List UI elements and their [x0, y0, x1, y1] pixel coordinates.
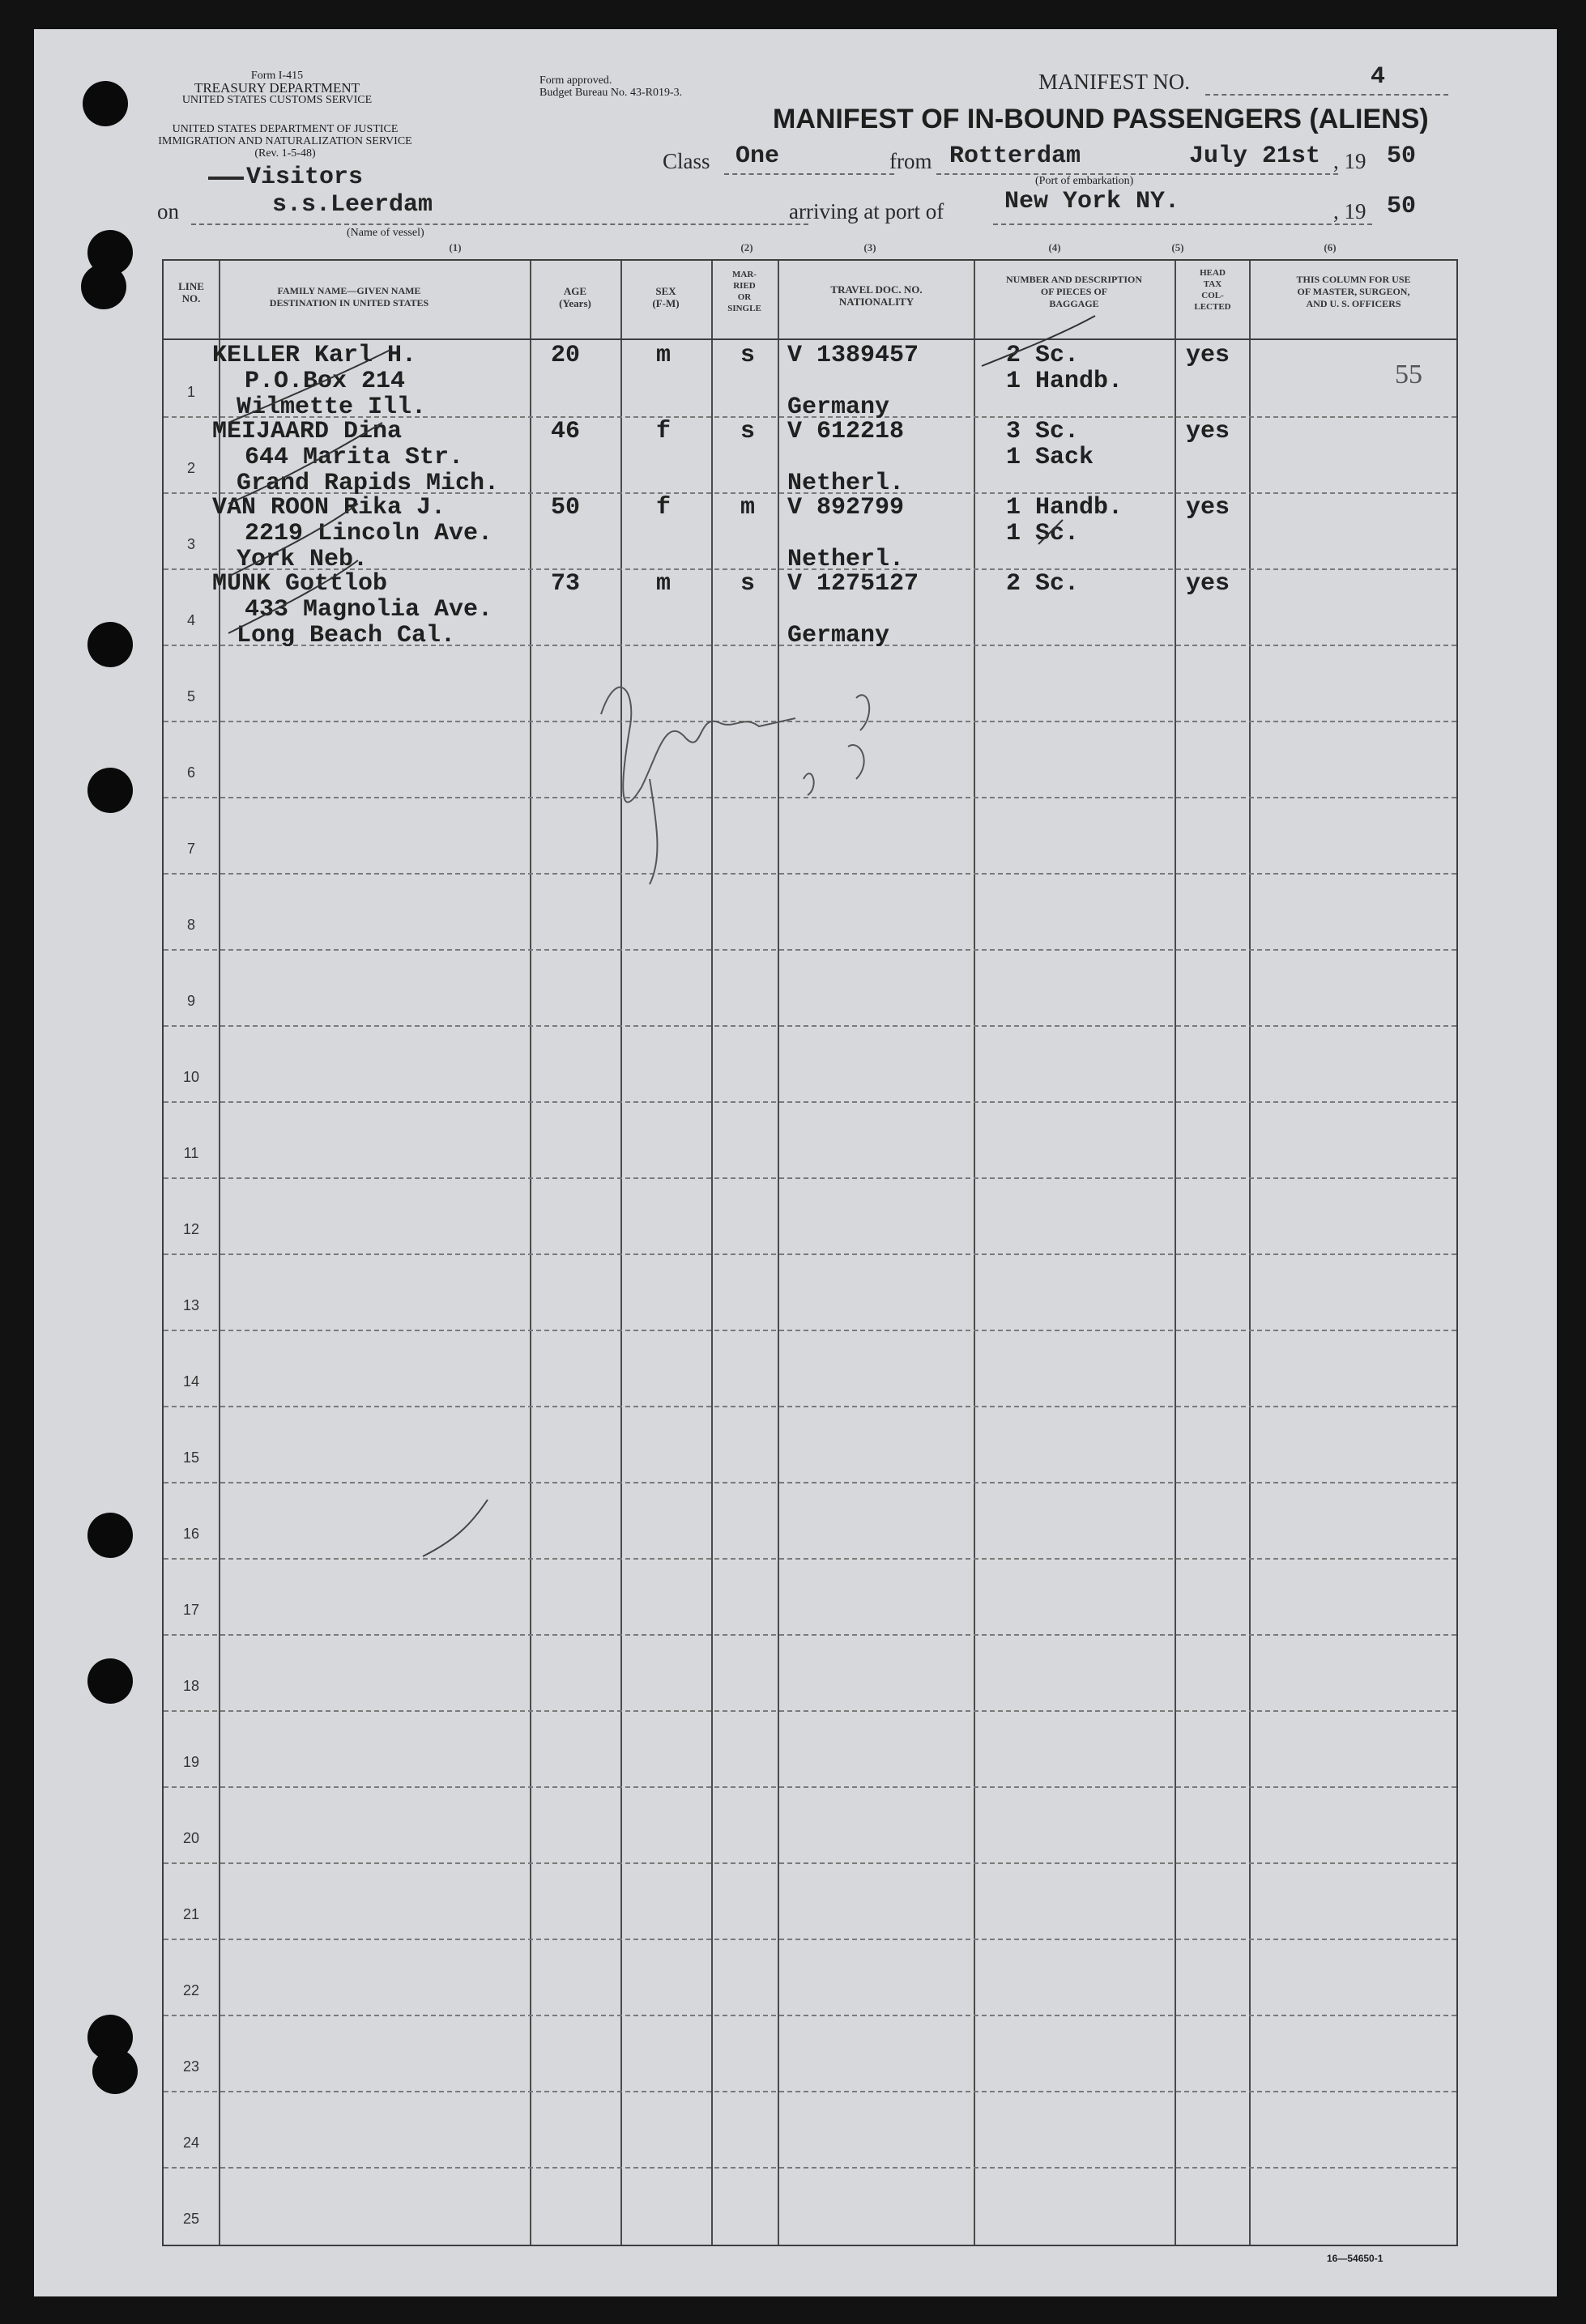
scribble-digits	[804, 695, 869, 795]
department-of-justice: UNITED STATES DEPARTMENT OF JUSTICE	[172, 123, 399, 135]
line-number: 21	[182, 1906, 200, 1922]
passenger-name: VAN ROON Rika J.	[212, 494, 446, 521]
row-separator	[164, 1786, 1456, 1788]
passenger-nationality: Germany	[787, 622, 890, 649]
header-sex: SEX (F-M)	[652, 285, 680, 309]
visitors-note: Visitors	[246, 164, 364, 191]
manifest-sheet	[34, 29, 1557, 2296]
column-number-5: (5)	[1171, 241, 1184, 253]
line-number: 8	[186, 917, 195, 933]
col-divider-baggage	[1175, 261, 1176, 2245]
row-separator	[164, 1101, 1456, 1103]
passenger-travel-doc: V 612218	[787, 418, 905, 445]
punch-hole-5	[87, 768, 133, 813]
line-number: 4	[186, 612, 195, 628]
form-approved: Form approved.	[539, 74, 612, 87]
line-number: 18	[182, 1678, 200, 1694]
passenger-sex: m	[656, 342, 671, 369]
vessel-caption: (Name of vessel)	[347, 227, 424, 239]
vessel-name: s.s.Leerdam	[272, 191, 433, 219]
passenger-nationality: Germany	[787, 394, 890, 421]
passenger-address-line-2: Wilmette Ill.	[237, 394, 427, 421]
line-number: 24	[182, 2135, 200, 2151]
passenger-sex: m	[656, 570, 671, 598]
passenger-head-tax: yes	[1186, 494, 1230, 521]
header-officers: THIS COLUMN FOR USE OF MASTER, SURGEON, AND U. S. OFFICERS	[1296, 274, 1411, 309]
passenger-sex: f	[656, 418, 671, 445]
line-number: 2	[186, 460, 195, 476]
passenger-name: MUNK Gottlob	[212, 570, 388, 598]
header-age: AGE (Years)	[559, 285, 591, 309]
passenger-address-line-1: 433 Magnolia Ave.	[245, 596, 493, 624]
row-separator	[164, 1634, 1456, 1636]
passenger-baggage-1: 3 Sc.	[1006, 418, 1080, 445]
class-value: One	[735, 143, 780, 170]
passenger-head-tax: yes	[1186, 570, 1230, 598]
line-number: 20	[182, 1830, 200, 1846]
header-married: MAR- RIED OR SINGLE	[727, 270, 761, 313]
passenger-baggage-2: 1 Sack	[1006, 444, 1094, 471]
col-divider-doc	[974, 261, 975, 2245]
budget-bureau: Budget Bureau No. 43-R019-3.	[539, 87, 683, 99]
revision-date: (Rev. 1-5-48)	[254, 147, 316, 160]
column-number-6: (6)	[1324, 241, 1337, 253]
line-number: 12	[182, 1221, 200, 1237]
footer-code: 16—54650-1	[1327, 2253, 1383, 2264]
line-number: 13	[182, 1297, 200, 1313]
arriving-line	[993, 223, 1372, 225]
col-divider-sex	[711, 261, 713, 2245]
passenger-travel-doc: V 892799	[787, 494, 905, 521]
arriving-label: arriving at port of	[789, 199, 944, 223]
officer-note: 55	[1395, 360, 1422, 389]
year2-value: 50	[1387, 193, 1417, 220]
line-number: 11	[183, 1145, 199, 1161]
header-bottom-rule	[164, 338, 1456, 340]
on-label: on	[157, 199, 179, 223]
passenger-age: 46	[551, 418, 581, 445]
row-separator	[164, 1330, 1456, 1331]
header-travel-doc: TRAVEL DOC. NO. NATIONALITY	[830, 283, 923, 308]
row-separator	[164, 2167, 1456, 2169]
row-separator	[164, 1406, 1456, 1407]
passenger-address-line-2: Long Beach Cal.	[237, 622, 456, 649]
row-separator	[164, 1939, 1456, 1940]
customs-service: UNITED STATES CUSTOMS SERVICE	[181, 94, 373, 106]
column-number-2: (2)	[740, 241, 753, 253]
passenger-baggage-2: 1 Sc.	[1006, 520, 1080, 547]
passenger-baggage-1: 2 Sc.	[1006, 342, 1080, 369]
punch-hole-7	[87, 1658, 133, 1704]
header-line-no: LINE NO.	[178, 280, 204, 304]
arrival-date: July 21st	[1189, 143, 1321, 170]
passenger-baggage-1: 1 Handb.	[1006, 494, 1123, 521]
manifest-no-line	[1205, 94, 1448, 96]
passenger-travel-doc: V 1389457	[787, 342, 919, 369]
stray-stroke	[423, 1500, 488, 1556]
line-number: 25	[182, 2211, 200, 2227]
line-number: 1	[186, 384, 195, 400]
passenger-address-line-2: Grand Rapids Mich.	[237, 470, 500, 497]
punch-hole-9	[92, 2049, 138, 2094]
row-separator	[164, 2015, 1456, 2016]
row-separator	[164, 1025, 1456, 1027]
line-number: 10	[182, 1069, 200, 1085]
passenger-head-tax: yes	[1186, 418, 1230, 445]
row-separator	[164, 1177, 1456, 1179]
justice-block	[156, 123, 415, 160]
punch-hole-3	[81, 264, 126, 309]
manifest-no-label: MANIFEST NO.	[1038, 70, 1191, 94]
punch-hole-4	[87, 622, 133, 667]
punch-hole-1	[83, 81, 128, 126]
passenger-address-line-2: York Neb.	[237, 546, 369, 573]
line-number: 7	[186, 841, 195, 857]
passenger-nationality: Netherl.	[787, 470, 905, 497]
year-value: 50	[1387, 143, 1417, 170]
header-head-tax: HEAD TAX COL- LECTED	[1194, 268, 1231, 312]
header-baggage: NUMBER AND DESCRIPTION OF PIECES OF BAGGAGE	[1005, 274, 1143, 309]
line-number: 23	[182, 2058, 200, 2075]
port-embarkation-caption: (Port of embarkation)	[1035, 175, 1134, 187]
passenger-marital-status: s	[740, 342, 756, 369]
line-number: 14	[182, 1373, 200, 1390]
row-separator	[164, 2091, 1456, 2092]
passenger-nationality: Netherl.	[787, 546, 905, 573]
line-number: 19	[182, 1754, 200, 1770]
line-number: 6	[186, 764, 195, 781]
line-number: 22	[182, 1982, 200, 1998]
line-number: 16	[182, 1526, 200, 1542]
col-divider-line-no	[219, 261, 220, 2245]
vessel-line	[191, 223, 808, 225]
row-separator	[164, 873, 1456, 875]
row-separator	[164, 1558, 1456, 1560]
passenger-baggage-2: 1 Handb.	[1006, 368, 1123, 395]
manifest-no-value: 4	[1371, 63, 1386, 91]
col-divider-age	[620, 261, 622, 2245]
form-approved-block	[539, 74, 682, 99]
passenger-address-line-1: P.O.Box 214	[245, 368, 406, 395]
passenger-name: KELLER Karl H.	[212, 342, 417, 369]
manifest-title: MANIFEST OF IN-BOUND PASSENGERS (ALIENS)	[773, 104, 1429, 134]
year2-prefix: , 19	[1333, 199, 1366, 223]
column-number-4: (4)	[1048, 241, 1061, 253]
passenger-address-line-1: 2219 Lincoln Ave.	[245, 520, 493, 547]
column-number-3: (3)	[863, 241, 876, 253]
passenger-marital-status: s	[740, 418, 756, 445]
passenger-address-line-1: 644 Marita Str.	[245, 444, 464, 471]
passenger-baggage-1: 2 Sc.	[1006, 570, 1080, 598]
arriving-port: New York NY.	[1004, 188, 1180, 215]
passenger-name: MEIJAARD Dina	[212, 418, 403, 445]
row-separator	[164, 721, 1456, 722]
visitors-arrow	[208, 177, 244, 180]
header-name-destination: FAMILY NAME—GIVEN NAME DESTINATION IN UNITED STATES	[269, 285, 429, 309]
col-divider-name	[530, 261, 531, 2245]
scribble-signature	[601, 687, 795, 884]
row-separator	[164, 1710, 1456, 1712]
line-number: 5	[186, 688, 195, 704]
column-number-1: (1)	[449, 241, 462, 253]
punch-hole-6	[87, 1513, 133, 1558]
col-divider-tax	[1249, 261, 1251, 2245]
col-divider-married	[778, 261, 779, 2245]
passenger-head-tax: yes	[1186, 342, 1230, 369]
passenger-age: 73	[551, 570, 581, 598]
passenger-travel-doc: V 1275127	[787, 570, 919, 598]
class-line	[724, 173, 894, 175]
passenger-marital-status: m	[740, 494, 756, 521]
passenger-sex: f	[656, 494, 671, 521]
line-number: 3	[186, 536, 195, 552]
line-number: 9	[186, 993, 195, 1009]
passenger-table	[162, 259, 1458, 2246]
passenger-age: 50	[551, 494, 581, 521]
passenger-age: 20	[551, 342, 581, 369]
form-number: Form I-415	[250, 70, 304, 82]
row-separator	[164, 1482, 1456, 1483]
from-value: Rotterdam	[949, 143, 1081, 170]
row-separator	[164, 949, 1456, 951]
row-separator	[164, 1862, 1456, 1864]
treasury-department: TREASURY DEPARTMENT	[194, 80, 360, 96]
form-agencies-block	[156, 70, 399, 106]
line-number: 17	[182, 1602, 200, 1618]
row-separator	[164, 797, 1456, 798]
line-number: 15	[182, 1449, 200, 1466]
from-line	[936, 173, 1338, 175]
passenger-marital-status: s	[740, 570, 756, 598]
ins-service: IMMIGRATION AND NATURALIZATION SERVICE	[158, 135, 412, 147]
row-separator	[164, 1254, 1456, 1255]
class-label: Class	[663, 149, 710, 173]
from-label: from	[889, 149, 932, 173]
year-prefix: , 19	[1333, 149, 1366, 173]
